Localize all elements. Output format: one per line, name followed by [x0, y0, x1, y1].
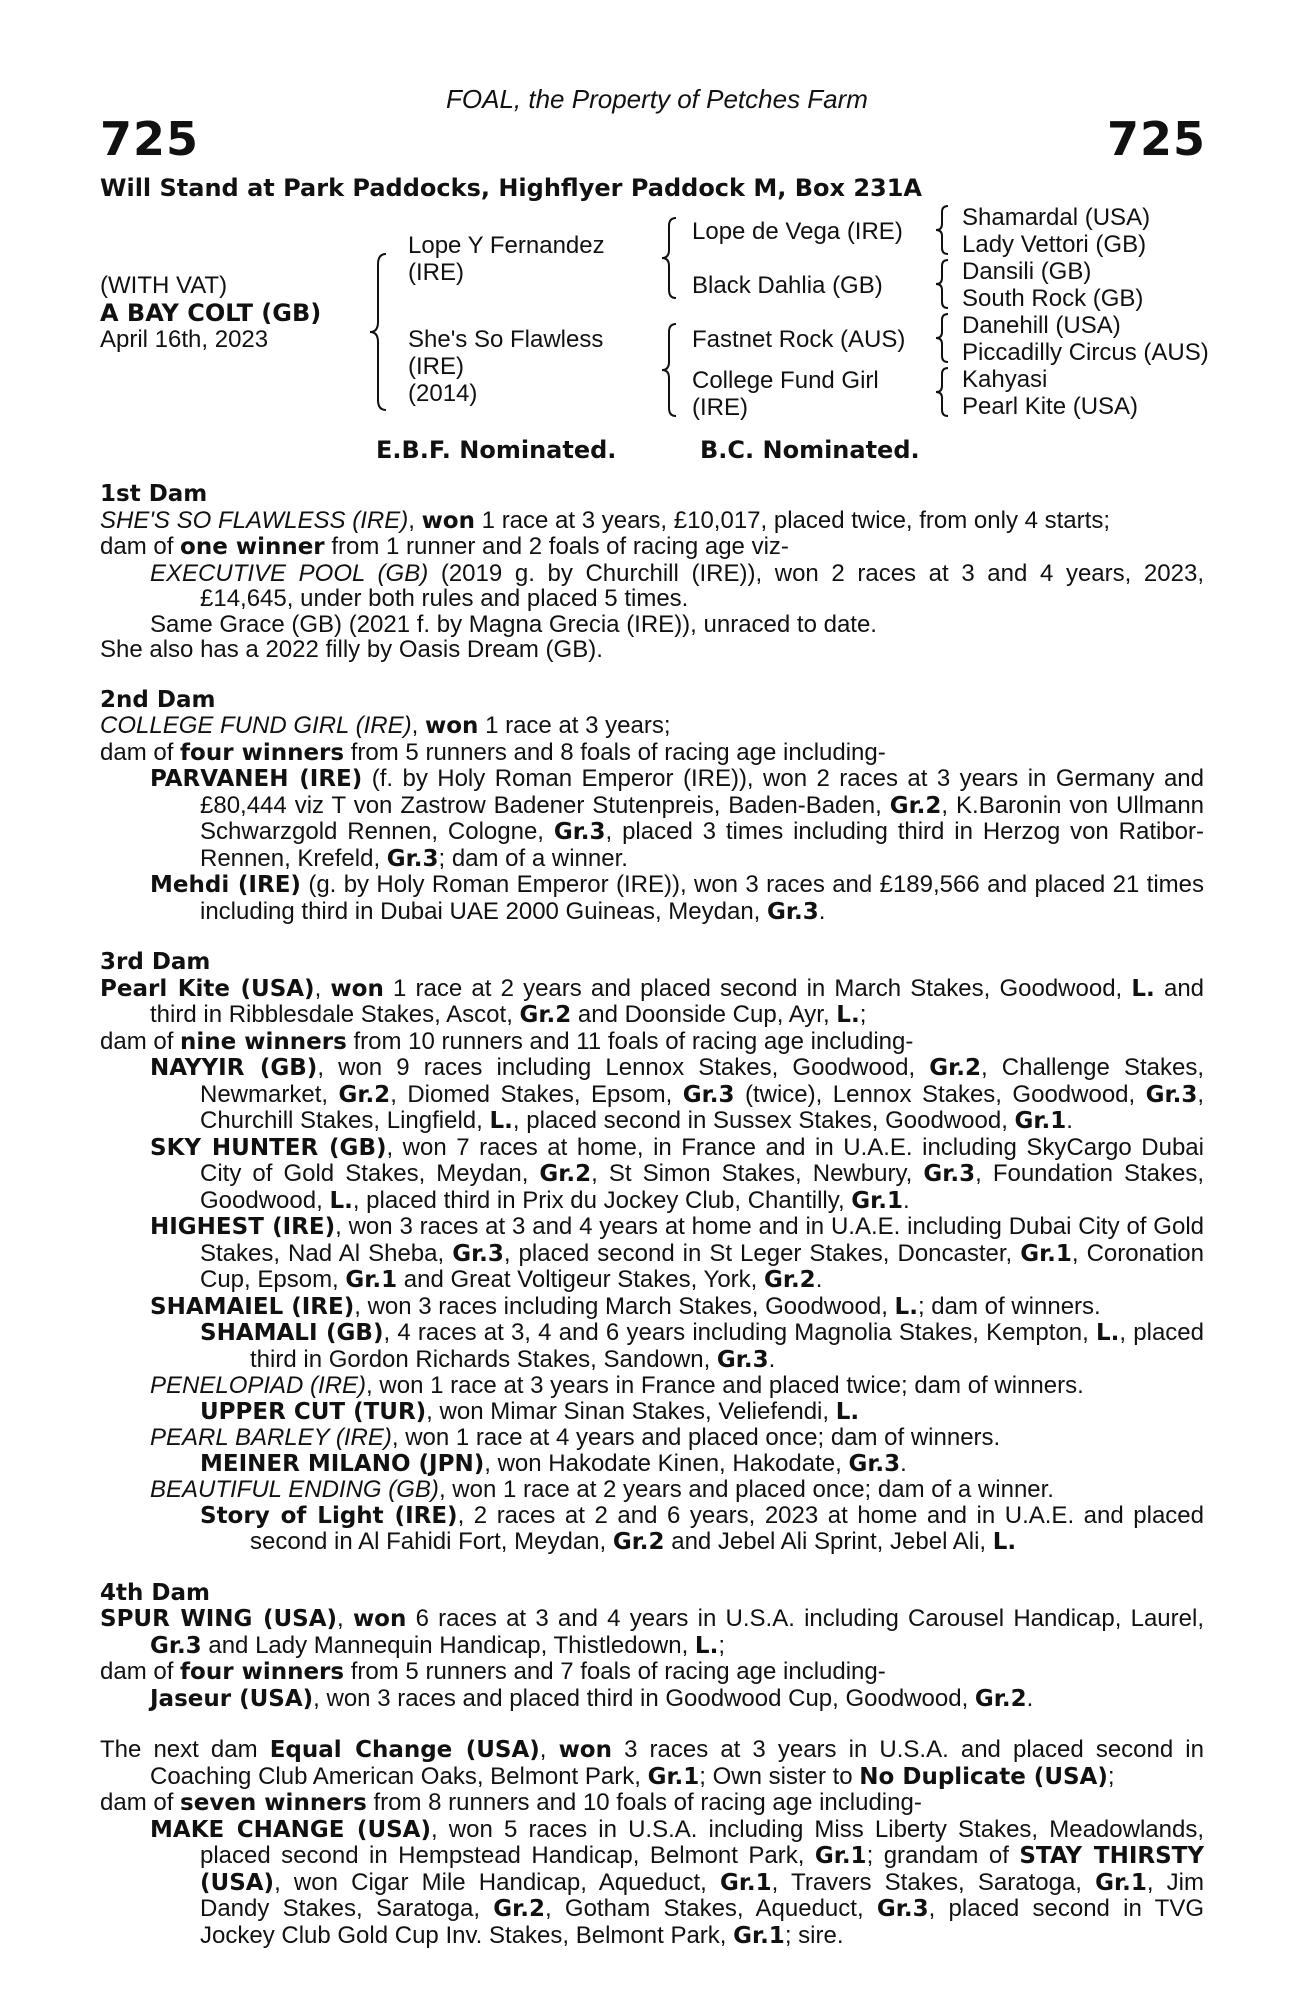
- grand-progeny-entry: SHAMALI (GB), 4 races at 3, 4 and 6 years including Magnolia Stakes, Kempton, L., placed third in Gordon Richards Stakes, Sandown, Gr.3.: [200, 1319, 1205, 1373]
- pedigree-gen3-5: Danehill (USA): [962, 312, 1121, 339]
- stabling-line: Will Stand at Park Paddocks, Highflyer Paddock M, Box 231A: [100, 174, 922, 202]
- vat-note: (WITH VAT): [100, 272, 228, 299]
- pedigree-dam-line1: She's So Flawless: [408, 326, 604, 353]
- pedigree-dam-dam-line1: College Fund Girl: [692, 367, 879, 394]
- pedigree-brace-sire: [660, 216, 682, 300]
- pedigree-sire-sire: Lope de Vega (IRE): [692, 218, 903, 245]
- grand-progeny-entry: Story of Light (IRE), 2 races at 2 and 6 years, 2023 at home and in U.A.E. and placed second in Al Fahidi Fort, Meydan, Gr.2 and Jebel Ali Sprint, Jebel Ali, L.: [200, 1501, 1204, 1555]
- pedigree-gen3-7: Kahyasi: [962, 366, 1048, 393]
- lot-number-right: 725: [1106, 112, 1206, 166]
- pedigree-gen3-6: Piccadilly Circus (AUS): [962, 339, 1209, 366]
- pedigree-brace-sd: [934, 258, 954, 310]
- pedigree-brace-main: [368, 252, 394, 412]
- progeny-entry: PENELOPIAD (IRE), won 1 race at 3 years in France and placed twice; dam of winners.: [150, 1372, 1084, 1399]
- pedigree-gen3-3: Dansili (GB): [962, 258, 1092, 285]
- progeny-entry: SHAMAIEL (IRE), won 3 races including March Stakes, Goodwood, L.; dam of winners.: [150, 1292, 1101, 1320]
- section-heading-4th-dam: 4th Dam: [100, 1579, 210, 1606]
- catalogue-body: 1st Dam SHE'S SO FLAWLESS (IRE), won 1 race at 3 years, £10,017, placed twice, from only 4 starts; dam of one winner from 1 runner and 2 foals of racing age viz- EXECUTIVE POOL (GB) (2019 g. by Churchill (IRE)), won 2 races at 3 and 4 years, 2023, £14,645, under both rules and placed 5 times. Same Grace (GB) (2021 f. by Magna Grecia (IRE)), unraced to date. She also has a 2022 filly by Oasis Dream (GB). 2nd Dam COLLEGE FUND GIRL (IRE), won 1 race at 3 years; dam of four winners from 5 runners and 8 foals of racing age including- PARVANEH (IRE) (f. by Holy Roman Emperor (IRE)), won 2 races at 3 years in Germany and £80,444 viz T von Zastrow Badener Stutenpreis, Baden-Baden, Gr.2, K.Baronin von Ullmann Schwarzgold Rennen, Cologne, Gr.3, placed 3 times including third in Herzog von Ratibor-Rennen, Krefeld, Gr.3; dam of a winner. Mehdi (IRE) (g. by Holy Roman Emperor (IRE)), won 3 races and £189,566 and placed 21 times including third in Dubai UAE 2000 Guineas, Meydan, Gr.3. 3rd Dam Pearl Kite (USA), won 1 race at 2 years and placed second in March Stakes, Goodwood, L. and third in Ribblesdale Stakes, Ascot, Gr.2 and Doonside Cup, Ayr, L.; dam of nine winners from 10 runners and 11 foals of racing age including- NAYYIR (GB), won 9 races including Lennox Stakes, Goodwood, Gr.2, Challenge Stakes, Newmarket, Gr.2, Diomed Stakes, Epsom, Gr.3 (twice), Lennox Stakes, Goodwood, Gr.3, Churchill Stakes, Lingfield, L., placed second in Sussex Stakes, Goodwood, Gr.1. SKY HUNTER (GB), won 7 races at home, in France and in U.A.E. including SkyCargo Dubai City of Gold Stakes, Meydan, Gr.2, St Simon Stakes, Newbury, Gr.3, Foundation Stakes, Goodwood, L., placed third in Prix du Jockey Club, Chantilly, Gr.1. HIGHEST (IRE), won 3 races at 3 and 4 years at home and in U.A.E. including Dubai City of Gold Stakes, Nad Al Sheba, Gr.3, placed second in St Leger Stakes, Doncaster, Gr.1, Coronation Cup, Epsom, Gr.1 and Great Voltigeur Stakes, York, Gr.2. SHAMAIEL (IRE), won 3 races including March Stakes, Goodwood, L.; dam of winners. SHAMALI (GB), 4 races at 3, 4 and 6 years including Magnolia Stakes, Kempton, L., placed third in Gordon Richards Stakes, Sandown, Gr.3. PENELOPIAD (IRE), won 1 race at 3 years in France and placed twice; dam of winners. UPPER CUT (TUR), won Mimar Sinan Stakes, Veliefendi, L. PEARL BARLEY (IRE), won 1 race at 4 years and placed once; dam of winners. MEINER MILANO (JPN), won Hakodate Kinen, Hakodate, Gr.3. BEAUTIFUL ENDING (GB), won 1 race at 2 years and placed once; dam of a winner. Story of Light (IRE), 2 races at 2 and 6 years, 2023 at home and in U.A.E. and placed second in Al Fahidi Fort, Meydan, Gr.2 and Jebel Ali Sprint, Jebel Ali, L. 4th Dam SPUR WING (USA), won 6 races at 3 and 4 years in U.S.A. including Carousel Handicap, Laurel, Gr.3 and Lady Mannequin Handicap, Thistledown, L.; dam of four winners from 5 runners and 7 foals of racing age including- Jaseur (USA), won 3 races and placed third in Goodwood Cup, Goodwood, Gr.2. The next dam Equal Change (USA), won 3 races at 3 years in U.S.A. and placed second in Coaching Club American Oaks, Belmont Park, Gr.1; Own sister to No Duplicate (USA); dam of seven winners from 8 runners and 10 foals of racing age including- MAKE CHANGE (USA), won 5 races in U.S.A. including Miss Liberty Stakes, Meadowlands, placed second in Hempstead Handicap, Belmont Park, Gr.1; grandam of STAY THIRSTY (USA), won Cigar Mile Handicap, Aqueduct, Gr.1, Travers Stakes, Saratoga, Gr.1, Jim Dandy Stakes, Saratoga, Gr.2, Gotham Stakes, Aqueduct, Gr.3, placed second in TVG Jockey Club Gold Cup Inv. Stakes, Belmont Park, Gr.1; sire.: [100, 481, 1205, 1949]
- pedigree-dam-line2: (IRE): [408, 353, 464, 380]
- progeny-entry: MAKE CHANGE (USA), won 5 races in U.S.A. including Miss Liberty Stakes, Meadowlands, placed second in Hempstead Handicap, Belmont Park, Gr.1; grandam of STAY THIRSTY (USA), won Cigar Mile Handicap, Aqueduct, Gr.1, Travers Stakes, Saratoga, Gr.1, Jim Dandy Stakes, Saratoga, Gr.2, Gotham Stakes, Aqueduct, Gr.3, placed second in TVG Jockey Club Gold Cup Inv. Stakes, Belmont Park, Gr.1; sire.: [150, 1815, 1204, 1949]
- progeny-entry: Jaseur (USA), won 3 races and placed third in Goodwood Cup, Goodwood, Gr.2.: [150, 1684, 1034, 1712]
- section-heading-2nd-dam: 2nd Dam: [100, 686, 216, 713]
- progeny-entry: EXECUTIVE POOL (GB) (2019 g. by Churchill (IRE)), won 2 races at 3 and 4 years, 2023, £14,645, under both rules and placed 5 times.: [150, 559, 1204, 612]
- bc-nomination: B.C. Nominated.: [700, 436, 920, 464]
- pedigree-dam-sire: Fastnet Rock (AUS): [692, 326, 906, 353]
- pedigree-dam-dam-line2: (IRE): [692, 394, 748, 421]
- pedigree-sire-dam: Black Dahlia (GB): [692, 272, 883, 299]
- progeny-entry: PEARL BARLEY (IRE), won 1 race at 4 years and placed once; dam of winners.: [150, 1424, 1001, 1451]
- progeny-entry: Same Grace (GB) (2021 f. by Magna Grecia (IRE)), unraced to date.: [150, 610, 877, 638]
- progeny-entry: NAYYIR (GB), won 9 races including Lennox Stakes, Goodwood, Gr.2, Challenge Stakes, Newmarket, Gr.2, Diomed Stakes, Epsom, Gr.3 (twice), Lennox Stakes, Goodwood, Gr.3, Churchill Stakes, Lingfield, L., placed second in Sussex Stakes, Goodwood, Gr.1.: [150, 1054, 1205, 1134]
- progeny-entry: PARVANEH (IRE) (f. by Holy Roman Emperor (IRE)), won 2 races at 3 years in Germany and £80,444 viz T von Zastrow Badener Stutenpreis, Baden-Baden, Gr.2, K.Baronin von Ullmann Schwarzgold Rennen, Cologne, Gr.3, placed 3 times including third in Herzog von Ratibor-Rennen, Krefeld, Gr.3; dam of a winner.: [150, 765, 1205, 872]
- pedigree-brace-ds: [934, 312, 954, 364]
- pedigree-gen3-8: Pearl Kite (USA): [962, 393, 1139, 420]
- pedigree-sire: Lope Y Fernandez (IRE): [408, 232, 605, 286]
- lot-description: A BAY COLT (GB): [100, 299, 322, 327]
- pedigree-dam-line3: (2014): [408, 380, 478, 407]
- progeny-entry: BEAUTIFUL ENDING (GB), won 1 race at 2 years and placed once; dam of a winner.: [150, 1476, 1054, 1503]
- ebf-nomination: E.B.F. Nominated.: [376, 436, 617, 464]
- grand-progeny-entry: MEINER MILANO (JPN), won Hakodate Kinen, Hakodate, Gr.3.: [200, 1449, 907, 1477]
- pedigree-gen3-1: Shamardal (USA): [962, 204, 1151, 231]
- pedigree-brace-dd: [934, 366, 954, 418]
- consignor-line: FOAL, the Property of Petches Farm: [446, 84, 868, 114]
- pedigree-brace-ss: [934, 204, 954, 256]
- lot-number-left: 725: [100, 112, 200, 166]
- section-heading-3rd-dam: 3rd Dam: [100, 949, 211, 975]
- section-heading-1st-dam: 1st Dam: [100, 481, 208, 507]
- grand-progeny-entry: UPPER CUT (TUR), won Mimar Sinan Stakes, Veliefendi, L.: [200, 1397, 860, 1425]
- foaling-date: April 16th, 2023: [100, 326, 269, 353]
- pedigree-gen3-2: Lady Vettori (GB): [962, 231, 1147, 258]
- pedigree-gen3-4: South Rock (GB): [962, 285, 1144, 312]
- next-dam-entry: The next dam Equal Change (USA), won 3 races at 3 years in U.S.A. and placed second in Coaching Club American Oaks, Belmont Park, Gr.1; Own sister to No Duplicate (USA);: [100, 1736, 1204, 1790]
- progeny-entry: HIGHEST (IRE), won 3 races at 3 and 4 years at home and in U.A.E. including Dubai City of Gold Stakes, Nad Al Sheba, Gr.3, placed second in St Leger Stakes, Doncaster, Gr.1, Coronation Cup, Epsom, Gr.1 and Great Voltigeur Stakes, York, Gr.2.: [150, 1213, 1205, 1293]
- pedigree-brace-dam: [660, 322, 682, 418]
- progeny-entry: SKY HUNTER (GB), won 7 races at home, in France and in U.A.E. including SkyCargo Dubai City of Gold Stakes, Meydan, Gr.2, St Simon Stakes, Newbury, Gr.3, Foundation Stakes, Goodwood, L., placed third in Prix du Jockey Club, Chantilly, Gr.1.: [150, 1133, 1205, 1214]
- progeny-entry: Mehdi (IRE) (g. by Holy Roman Emperor (IRE)), won 3 races and £189,566 and placed 21 times including third in Dubai UAE 2000 Guineas, Meydan, Gr.3.: [150, 871, 1205, 925]
